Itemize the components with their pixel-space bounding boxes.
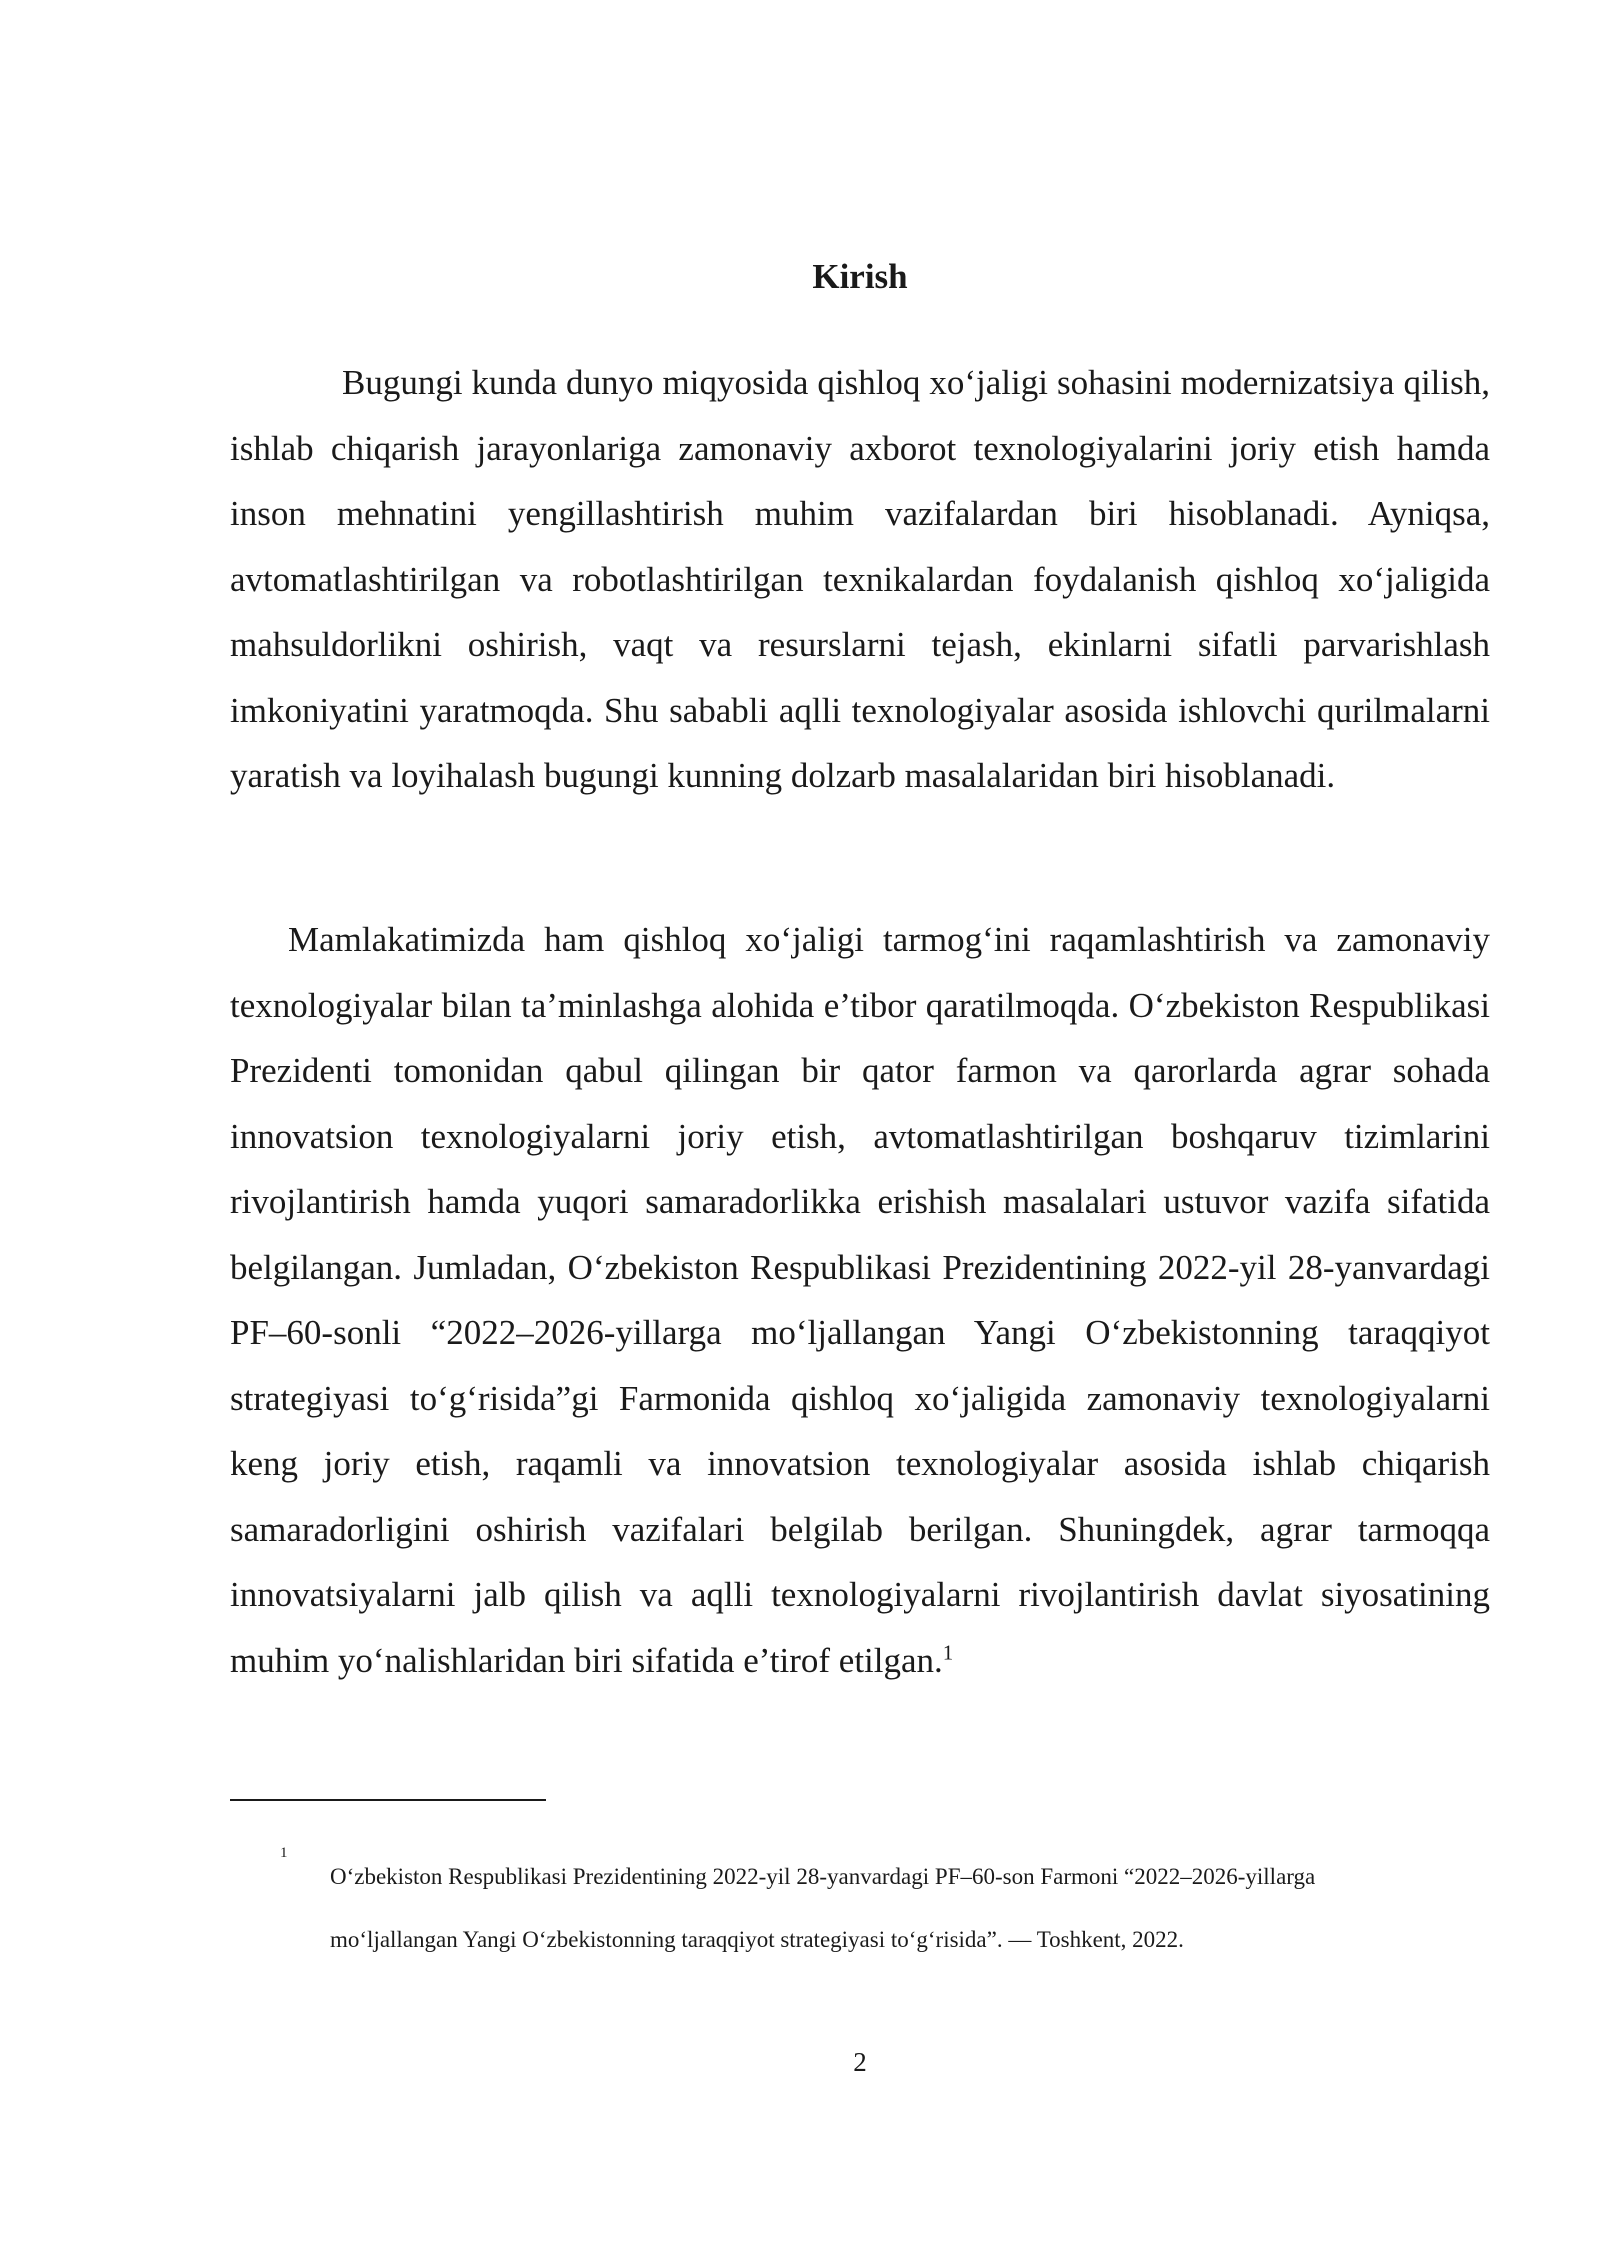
footnote (280, 1845, 1410, 1971)
page-number: 2 (853, 2047, 867, 2077)
paragraph-policy (230, 907, 1490, 1693)
footnote-reference[interactable]: 1 (942, 1639, 954, 1664)
section-heading: Kirish (812, 257, 908, 296)
paragraph-policy-text: Mamlakatimizda ham qishloq xo‘jaligi tarmog‘ini raqamlashtirish va zamonaviy texnologiyalar bilan ta’minlashga alohida e’tibor qaratilmoqda. O‘zbekiston Respublikasi Prezidenti tomonidan qabul qilingan bir qator farmon va qarorlarda agrar sohada innovatsion texnologiyalarni joriy etish, avtomatlashtirilgan boshqaruv tizimlarini rivojlantirish hamda yuqori samaradorlikka erishish masalalari ustuvor vazifa sifatida belgilangan. Jumladan, O‘zbekiston Respublikasi Prezidentining 2022-yil 28-yanvardagi PF–60-sonli “2022–2026-yillarga mo‘ljallangan Yangi O‘zbekistonning taraqqiyot strategiyasi to‘g‘risida”gi Farmonida qishloq xo‘jaligida zamonaviy texnologiyalarni keng joriy etish, raqamli va innovatsion texnologiyalar asosida ishlab chiqarish samaradorligini oshirish vazifalari belgilab berilgan. Shuningdek, agrar tarmoqqa innovatsiyalarni jalb qilish va aqlli texnologiyalarni rivojlantirish davlat siyosatining muhim yo‘nalishlaridan biri sifatida e’tirof etilgan. (230, 920, 1490, 1680)
footnote-text: O‘zbekiston Respublikasi Prezidentining 2022-yil 28-yanvardagi PF–60-son Farmoni “2022–2026-yillarga mo‘ljallangan Yangi O‘zbekistonning taraqqiyot strategiyasi to‘g‘risida”. — Toshkent, 2022. (330, 1864, 1316, 1952)
footnote-separator (230, 1799, 546, 1801)
paragraph-intro: Bugungi kunda dunyo miqyosida qishloq xo‘jaligi sohasini modernizatsiya qilish, ishlab chiqarish jarayonlariga zamonaviy axborot texnologiyalarini joriy etish hamda inson mehnatini yengillashtirish muhim vazifalardan biri hisoblanadi. Ayniqsa, avtomatlashtirilgan va robotlashtirilgan texnikalardan foydalanish qishloq xo‘jaligida mahsuldorlikni oshirish, vaqt va resurslarni tejash, ekinlarni sifatli parvarishlash imkoniyatini yaratmoqda. Shu sababli aqlli texnologiyalar asosida ishlovchi qurilmalarni yaratish va loyihalash bugungi kunning dolzarb masalalaridan biri hisoblanadi. (230, 363, 1490, 795)
footnote-mark: 1 (280, 1845, 288, 1861)
